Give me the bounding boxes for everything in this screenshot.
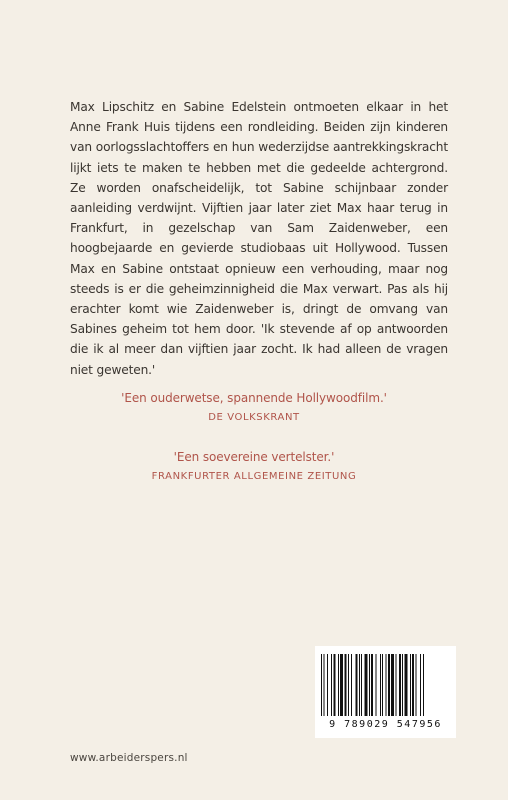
quote-text: 'Een soevereine vertelster.' — [173, 450, 335, 464]
isbn-number: 9 789029 547956 — [329, 719, 442, 730]
quote-source: FRANKFURTER ALLGEMEINE ZEITUNG — [151, 471, 357, 482]
publisher-url: www.arbeiderspers.nl — [70, 752, 188, 764]
quote-text: 'Een ouderwetse, spannende Hollywoodfilm.' — [121, 391, 387, 405]
isbn-barcode — [315, 646, 456, 738]
review-quote-faz — [0, 449, 508, 484]
review-quote-volkskrant — [0, 390, 508, 425]
blurb-text: Max Lipschitz en Sabine Edelstein ontmoeten elkaar in het Anne Frank Huis tijdens een rondleiding. Beiden zijn kinderen van oorlogsslachtoffers en hun wederzijdse aantrekkingskracht lijkt iets te maken te hebben met die gedeelde achtergrond. Ze worden onafscheidelijk, tot Sabine schijnbaar zonder aanleiding verdwijnt. Vijftien jaar later ziet Max haar terug in Frankfurt, in gezelschap van Sam Zaidenweber, een hoogbejaarde en gevierde studiobaas uit Hollywood. Tussen Max en Sabine ontstaat opnieuw een verhouding, maar nog steeds is er die geheimzinnigheid die Max verwart. Pas als hij erachter komt wie Zaidenweber is, dringt de omvang van Sabines geheim tot hem door. 'Ik stevende af op antwoorden die ik al meer dan vijftien jaar zocht. Ik had alleen de vragen niet geweten.' — [70, 100, 448, 377]
quote-source: DE VOLKSKRANT — [208, 412, 300, 423]
barcode-bars — [319, 654, 452, 716]
